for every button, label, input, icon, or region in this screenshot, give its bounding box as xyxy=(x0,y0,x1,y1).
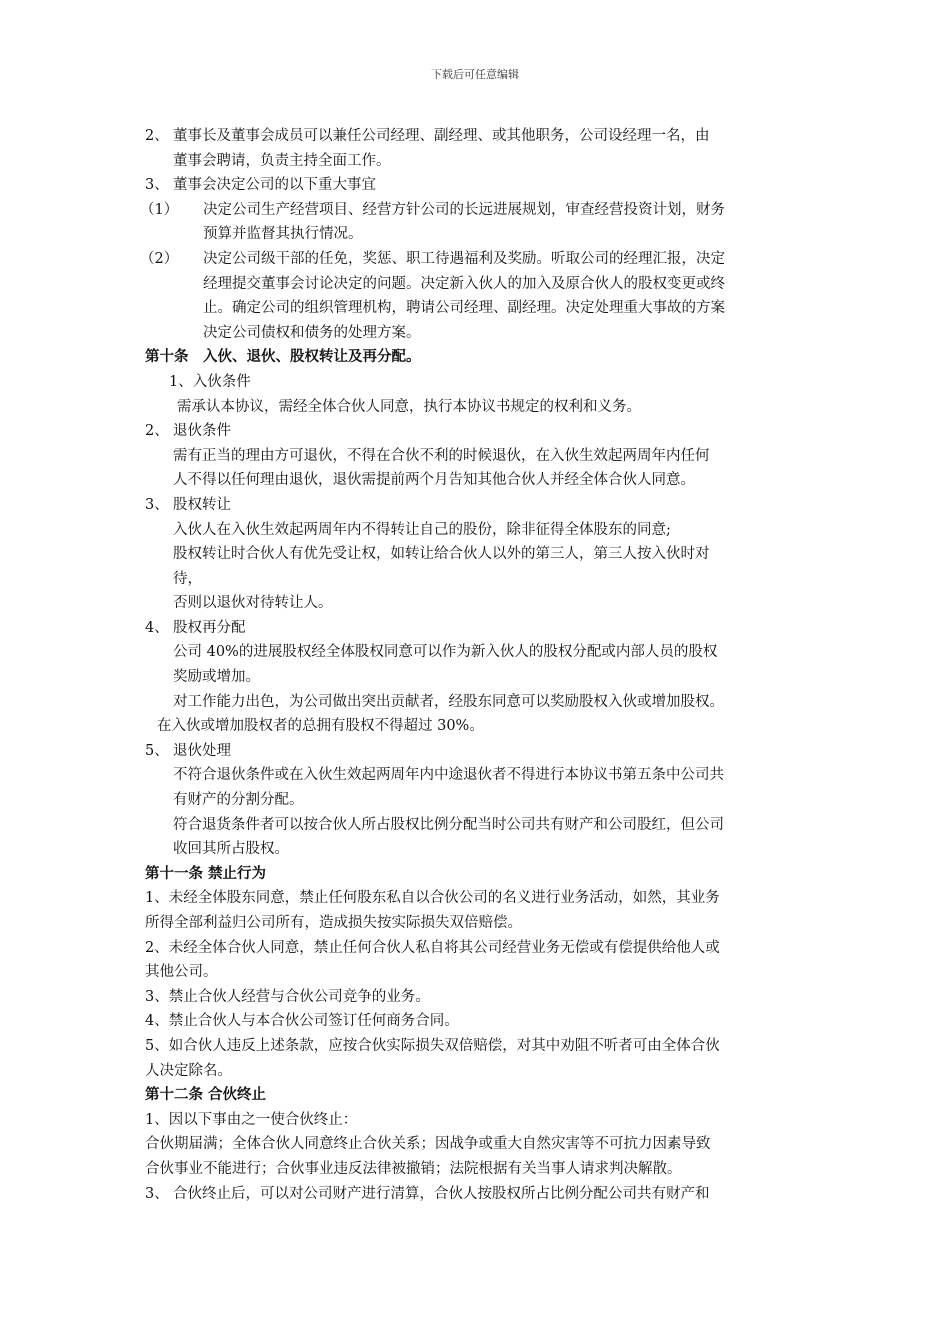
clause-line xyxy=(145,173,810,198)
item-number: 3、 xyxy=(145,1185,169,1202)
line-text: 决定公司级干部的任免，奖惩、职工待遇福利及奖励。听取公司的经理汇报，决定 xyxy=(203,250,725,267)
line-text: 人不得以任何理由退伙，退伙需提前两个月告知其他合伙人并经全体合伙人同意。 xyxy=(173,472,695,489)
clause-line xyxy=(145,739,810,764)
article-heading: 第十条 入伙、退伙、股权转让及再分配。 xyxy=(145,348,421,366)
line-text: 2、未经全体合伙人同意，禁止任何合伙人私自将其公司经营业务无偿或有偿提供给他人或 xyxy=(145,939,720,956)
line-text: 决定公司债权和债务的处理方案。 xyxy=(203,324,421,341)
line-text: 合伙期届满；全体合伙人同意终止合伙关系；因战争或重大自然灾害等不可抗力因素导致 xyxy=(145,1136,711,1153)
item-number: 4、 xyxy=(145,619,169,636)
clause-line xyxy=(145,493,810,518)
line-text: 4、禁止合伙人与本合伙公司签订任何商务合同。 xyxy=(145,1013,459,1030)
line-text: 股权转让时合伙人有优先受让权，如转让给合伙人以外的第三人，第三人按入伙时对 xyxy=(173,546,710,563)
line-text: 董事长及董事会成员可以兼任公司经理、副经理、或其他职务，公司设经理一名，由 xyxy=(173,128,710,144)
line-text: 奖励或增加。 xyxy=(173,669,260,686)
item-number: 5、 xyxy=(145,742,169,759)
document-body xyxy=(140,124,810,1206)
item-number: （1） xyxy=(140,201,179,218)
line-text: 1、入伙条件 xyxy=(169,373,251,390)
line-text: 在入伙或增加股权者的总拥有股权不得超过 30%。 xyxy=(157,718,484,735)
line-text: 3、禁止合伙人经营与合伙公司竞争的业务。 xyxy=(145,988,430,1005)
line-text: 其他公司。 xyxy=(145,964,218,981)
line-text: 1、未经全体股东同意，禁止任何股东私自以合伙公司的名义进行业务活动，如然，其业务 xyxy=(145,890,720,907)
article-heading: 第十一条 禁止行为 xyxy=(145,864,267,882)
item-number: 2、 xyxy=(145,423,169,440)
clause-line xyxy=(140,247,810,272)
item-number: 3、 xyxy=(145,496,169,513)
line-text: 退伙处理 xyxy=(173,742,231,759)
clause-line xyxy=(145,616,810,641)
line-text: 股权转让 xyxy=(173,496,231,513)
line-text: 董事会决定公司的以下重大事宜 xyxy=(173,177,376,194)
clause-line xyxy=(140,198,810,223)
line-text: 待， xyxy=(173,570,202,587)
line-text: 有财产的分割分配。 xyxy=(173,792,304,809)
line-text: 董事会聘请，负责主持全面工作。 xyxy=(173,152,391,169)
line-text: 经理提交董事会讨论决定的问题。决定新入伙人的加入及原合伙人的股权变更或终 xyxy=(203,275,725,292)
item-number: 3、 xyxy=(145,177,169,194)
line-text: 止。确定公司的组织管理机构，聘请公司经理、副经理。决定处理重大事故的方案 xyxy=(203,300,725,317)
line-text: 1、因以下事由之一使合伙终止： xyxy=(145,1111,358,1128)
item-number: 2、 xyxy=(145,128,169,144)
page-header-note: 下载后可任意编辑 xyxy=(431,68,519,81)
line-text: 合伙事业不能进行；合伙事业违反法律被撤销；法院根据有关当事人请求判决解散。 xyxy=(145,1160,682,1177)
line-text: 符合退货条件者可以按合伙人所占股权比例分配当时公司共有财产和公司股红，但公司 xyxy=(173,816,724,833)
line-text: 5、如合伙人违反上述条款，应按合伙实际损失双倍赔偿，对其中劝阻不听者可由全体合伙 xyxy=(145,1037,720,1054)
line-text: 人决定除名。 xyxy=(145,1062,232,1079)
line-text: 需有正当的理由方可退伙，不得在合伙不利的时候退伙，在入伙生效起两周年内任何 xyxy=(173,447,710,464)
clause-line xyxy=(145,419,810,444)
line-text: 决定公司生产经营项目、经营方针公司的长远进展规划，审查经营投资计划，财务 xyxy=(203,201,725,218)
line-text: 合伙终止后，可以对公司财产进行清算，合伙人按股权所占比例分配公司共有财产和 xyxy=(173,1185,710,1202)
clause-line xyxy=(145,1182,810,1207)
clause-line xyxy=(145,124,810,149)
line-text: 预算并监督其执行情况。 xyxy=(203,226,363,243)
line-text: 需承认本协议，需经全体合伙人同意，执行本协议书规定的权利和义务。 xyxy=(177,398,641,415)
line-text: 公司 40%的进展股权经全体股权同意可以作为新入伙人的股权分配或内部人员的股权 xyxy=(173,644,718,661)
line-text: 退伙条件 xyxy=(173,423,231,440)
item-number: （2） xyxy=(140,250,179,267)
line-text: 所得全部利益归公司所有，造成损失按实际损失双倍赔偿。 xyxy=(145,915,522,931)
article-heading: 第十二条 合伙终止 xyxy=(145,1086,267,1104)
line-text: 对工作能力出色，为公司做出突出贡献者，经股东同意可以奖励股权入伙或增加股权。 xyxy=(173,693,724,710)
line-text: 入伙人在入伙生效起两周年内不得转让自己的股份，除非征得全体股东的同意; xyxy=(173,521,671,538)
line-text: 否则以退伙对待转让人。 xyxy=(173,595,333,612)
line-text: 收回其所占股权。 xyxy=(173,841,289,858)
line-text: 股权再分配 xyxy=(173,619,246,636)
line-text: 不符合退伙条件或在入伙生效起两周年内中途退伙者不得进行本协议书第五条中公司共 xyxy=(173,767,724,784)
